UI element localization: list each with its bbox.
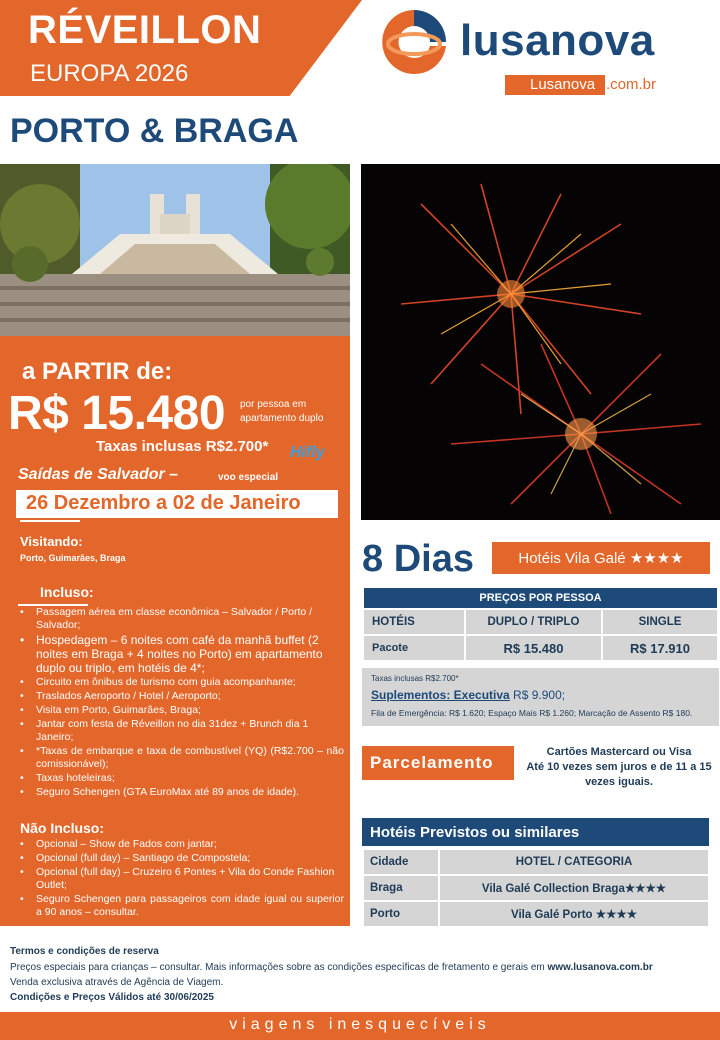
list-item: • Taxas hoteleiras; (20, 772, 344, 785)
table-cell: Braga (363, 875, 439, 901)
terms-text: Preços especiais para crianças – consultar. Mais informações sobre as condições específicas de fretamento e gerais em (10, 962, 548, 973)
list-item: • Seguro Schengen para passageiros com idade igual ou superior a 90 anos – consultar. (20, 893, 344, 919)
list-item: • Jantar com festa de Réveillon no dia 31dez + Brunch dia 1 Janeiro; (20, 718, 344, 744)
terms-title: Termos e condições de reserva (10, 946, 159, 957)
installments-line-2: Até 10 vezes sem juros e de 11 a 15 (526, 761, 712, 773)
col-header: HOTEL / CATEGORIA (439, 849, 709, 875)
table-cell: R$ 15.480 (465, 635, 602, 661)
table-cell: Porto (363, 901, 439, 927)
list-item: • Visita em Porto, Guimarães, Braga; (20, 704, 344, 717)
offer-panel (0, 336, 350, 926)
table-cell: Vila Galé Collection Braga★★★★ (439, 875, 709, 901)
website-link[interactable]: www.lusanova.com.br (547, 962, 653, 973)
col-header: SINGLE (602, 609, 718, 635)
included-list (20, 606, 344, 800)
departure-flight-type: voo especial (218, 472, 279, 483)
list-item: • Passagem aérea em classe econômica – Salvador / Porto / Salvador; (20, 606, 344, 632)
not-included-label: Não Incluso: (20, 820, 105, 836)
brand-name: lusanova (460, 16, 655, 65)
visiting-label: Visitando: (20, 534, 83, 549)
from-label: a PARTIR de: (22, 358, 173, 385)
supplement (371, 688, 565, 702)
list-item: • *Taxas de embarque e taxa de combustível (YQ) (R$2.700 – não comissionável); (20, 745, 344, 771)
price-note (240, 398, 350, 426)
lusanova-logo-icon (378, 6, 450, 78)
footer-tagline: viagens inesquecíveis (229, 1016, 491, 1033)
table-cell: Pacote (363, 635, 465, 661)
installments-line-3: vezes iguais. (585, 776, 653, 788)
installments-text (524, 745, 714, 790)
not-included-list (20, 838, 344, 920)
table-row (363, 901, 709, 927)
brand-url-link[interactable]: Lusanova (530, 76, 596, 93)
hifly-logo: Hifly (290, 444, 325, 461)
terms-line-2: Venda exclusiva através de Agência de Viagem. (10, 977, 224, 988)
divider (20, 520, 80, 522)
table-cell: Vila Galé Porto ★★★★ (439, 901, 709, 927)
brand-url-suffix: .com.br (606, 76, 657, 93)
list-item: • Hospedagem – 6 noites com café da manhã buffet (2 noites em Braga + 4 noites no Porto) em apartamento duplo ou triplo, em hotéis de 4*; (20, 633, 344, 675)
main-price: R$ 15.480 (8, 387, 226, 440)
col-header: HOTÉIS (363, 609, 465, 635)
hotels-table (362, 848, 710, 928)
departure-city: Saídas de Salvador – (18, 466, 179, 483)
terms-validity: Condições e Preços Válidos até 30/06/2025 (10, 992, 214, 1003)
terms-line-1 (10, 962, 653, 973)
list-item: • Traslados Aeroporto / Hotel / Aeroporto; (20, 690, 344, 703)
price-note-line-2: apartamento duplo (240, 413, 324, 424)
price-table (362, 586, 719, 662)
included-label: Incluso: (40, 584, 94, 600)
installments-line-1: Cartões Mastercard ou Visa (546, 746, 692, 758)
extra-fees: Fila de Emergência: R$ 1.620; Espaço Mais R$ 1.260; Marcação de Assento R$ 180. (371, 708, 693, 718)
table-cell: R$ 17.910 (602, 635, 718, 661)
supplement-label: Suplementos: Executiva (371, 688, 510, 702)
list-item: • Opcional – Show de Fados com jantar; (20, 838, 344, 851)
taxes-included: Taxas inclusas R$2.700* (96, 438, 269, 455)
header-title: RÉVEILLON (28, 8, 262, 52)
header-subtitle: EUROPA 2026 (30, 60, 189, 87)
installments-label: Parcelamento (362, 746, 514, 780)
destination-title: PORTO & BRAGA (10, 112, 299, 150)
table-row (363, 875, 709, 901)
hotel-badge: Hotéis Vila Galé ★★★★ (492, 542, 710, 574)
travel-dates: 26 Dezembro a 02 de Janeiro (26, 492, 301, 514)
bom-jesus-photo (0, 164, 350, 336)
price-taxes-note: Taxas inclusas R$2.700* (371, 674, 459, 683)
fireworks-photo (361, 164, 720, 520)
list-item: • Circuito em ônibus de turismo com guia acompanhante; (20, 676, 344, 689)
visiting-places: Porto, Guimarães, Braga (20, 553, 126, 563)
col-header: Cidade (363, 849, 439, 875)
supplement-value: R$ 9.900; (509, 688, 566, 702)
price-note-line-1: por pessoa em (240, 399, 307, 410)
col-header: DUPLO / TRIPLO (465, 609, 602, 635)
hotels-title: Hotéis Previstos ou similares (362, 818, 709, 846)
price-table-title: PREÇOS POR PESSOA (363, 587, 718, 609)
list-item: • Opcional (full day) – Cruzeiro 6 Pontes + Vila do Conde Fashion Outlet; (20, 866, 344, 892)
table-row (363, 635, 718, 661)
list-item: • Opcional (full day) – Santiago de Compostela; (20, 852, 344, 865)
list-item: • Seguro Schengen (GTA EuroMax até 89 anos de idade). (20, 786, 344, 799)
trip-duration: 8 Dias (362, 538, 474, 580)
